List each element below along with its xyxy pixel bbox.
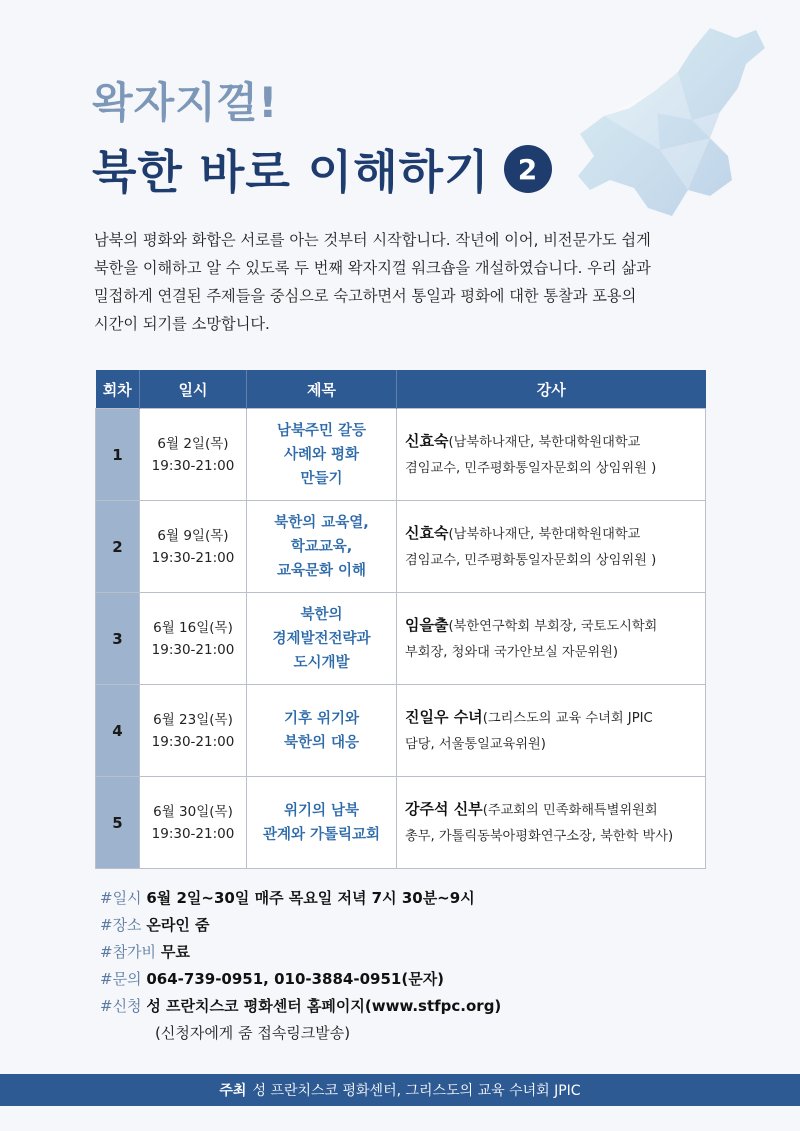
info-contact-value: 064-739-0951, 010-3884-0951(문자) (146, 970, 445, 988)
info-date-key: #일시 (100, 889, 142, 907)
info-date-value: 6월 2일~30일 매주 목요일 저녁 7시 30분~9시 (146, 889, 475, 907)
session-lecturer (397, 685, 706, 777)
info-date-row (100, 885, 501, 912)
korea-map-decoration (560, 20, 780, 230)
session-title-line: 도시개발 (293, 654, 350, 671)
table-row (96, 501, 706, 593)
session-title (247, 593, 397, 685)
header-session: 회차 (96, 370, 140, 409)
table-row (96, 777, 706, 869)
session-date: 6월 9일(목) (157, 527, 229, 544)
session-title-line: 관계와 가톨릭교회 (262, 826, 381, 843)
info-fee-row (100, 939, 501, 966)
session-number: 3 (96, 593, 140, 685)
intro-line: 밀접하게 연결된 주제들을 중심으로 숙고하면서 통일과 평화에 대한 통찰과 포용의 (94, 287, 637, 305)
intro-line: 북한을 이해하고 알 수 있도록 두 번째 왁자지껄 워크숍을 개설하였습니다. 우리 삶과 (94, 259, 651, 277)
lecturer-desc: (남북하나재단, 북한대학원대학교 (448, 434, 641, 450)
session-title-line: 북한의 (300, 606, 343, 623)
session-time: 19:30-21:00 (151, 641, 235, 658)
session-date: 6월 30일(목) (153, 803, 233, 820)
lecturer-desc: (주교회의 민족화해특별위원회 (482, 802, 658, 818)
session-lecturer (397, 593, 706, 685)
session-number: 2 (96, 501, 140, 593)
session-time: 19:30-21:00 (151, 457, 235, 474)
session-time: 19:30-21:00 (151, 549, 235, 566)
title-line1: 왁자지껄! (92, 78, 279, 127)
header-lecturer: 강사 (397, 370, 706, 409)
lecturer-desc: (남북하나재단, 북한대학원대학교 (448, 526, 641, 542)
session-datetime (140, 501, 247, 593)
session-datetime (140, 685, 247, 777)
lecturer-desc: 담당, 서울통일교육위원) (405, 736, 546, 752)
session-title-line: 교육문화 이해 (276, 562, 367, 579)
lecturer-desc: 총무, 가톨릭동북아평화연구소장, 북한학 박사) (405, 828, 674, 844)
lecturer-name: 임을출 (405, 615, 449, 634)
lecturer-name: 진일우 수녀 (405, 707, 483, 726)
lecturer-name: 신효숙 (405, 431, 449, 450)
footer-host-key: 주최 (219, 1083, 247, 1099)
table-row (96, 409, 706, 501)
session-title-line: 경제발전전략과 (272, 630, 371, 647)
session-title-line: 기후 위기와 (283, 710, 360, 727)
footer-hosts: 성 프란치스코 평화센터, 그리스도의 교육 수녀회 JPIC (252, 1083, 581, 1099)
session-title-line: 북한의 교육열, (274, 514, 369, 531)
info-contact-key: #문의 (100, 970, 142, 988)
session-title-line: 학교교육, (290, 538, 353, 555)
session-date: 6월 16일(목) (153, 619, 233, 636)
session-lecturer (397, 777, 706, 869)
title-line2-wrap (92, 136, 552, 202)
info-apply-row (100, 993, 501, 1020)
info-apply-key: #신청 (100, 997, 142, 1015)
session-title (247, 409, 397, 501)
info-apply-note: (신청자에게 줌 접속링크발송) (155, 1024, 351, 1042)
footer-bar (0, 1074, 800, 1106)
lecturer-desc: (그리스도의 교육 수녀회 JPIC (482, 710, 653, 726)
session-datetime (140, 409, 247, 501)
lecturer-desc: 부회장, 청와대 국가안보실 자문위원) (405, 644, 618, 660)
info-place-row (100, 912, 501, 939)
lecturer-desc: 겸임교수, 민주평화통일자문회의 상임위원 ) (405, 460, 657, 476)
session-datetime (140, 593, 247, 685)
session-number: 1 (96, 409, 140, 501)
info-place-value: 온라인 줌 (146, 916, 210, 934)
session-lecturer (397, 501, 706, 593)
intro-paragraph (94, 226, 709, 338)
header-datetime: 일시 (140, 370, 247, 409)
session-datetime (140, 777, 247, 869)
session-lecturer (397, 409, 706, 501)
session-number: 4 (96, 685, 140, 777)
schedule-table (95, 370, 706, 869)
lecturer-desc: 겸임교수, 민주평화통일자문회의 상임위원 ) (405, 552, 657, 568)
session-title (247, 685, 397, 777)
lecturer-desc: (북한연구학회 부회장, 국토도시학회 (448, 618, 658, 634)
session-title-line: 북한의 대응 (283, 734, 360, 751)
lecturer-name: 신효숙 (405, 523, 449, 542)
info-apply-value: 성 프란치스코 평화센터 홈페이지(www.stfpc.org) (146, 997, 502, 1015)
event-info (100, 885, 501, 1047)
session-title-line: 사례와 평화 (283, 446, 360, 463)
intro-line: 남북의 평화와 화합은 서로를 아는 것부터 시작합니다. 작년에 이어, 비전문가도 쉽게 (94, 231, 651, 249)
session-time: 19:30-21:00 (151, 733, 235, 750)
title-line2: 북한 바로 이해하기 (92, 145, 490, 199)
header-title: 제목 (247, 370, 397, 409)
table-row (96, 685, 706, 777)
session-title (247, 777, 397, 869)
session-date: 6월 23일(목) (153, 711, 233, 728)
table-row (96, 593, 706, 685)
info-place-key: #장소 (100, 916, 142, 934)
info-contact-row (100, 966, 501, 993)
session-title (247, 501, 397, 593)
series-number-badge: 2 (504, 145, 552, 193)
lecturer-name: 강주석 신부 (405, 799, 483, 818)
session-number: 5 (96, 777, 140, 869)
session-date: 6월 2일(목) (157, 435, 229, 452)
session-title-line: 만들기 (300, 470, 343, 487)
info-fee-value: 무료 (160, 943, 190, 961)
info-fee-key: #참가비 (100, 943, 157, 961)
table-header-row (96, 370, 706, 409)
session-time: 19:30-21:00 (151, 825, 235, 842)
session-title-line: 남북주민 갈등 (276, 422, 367, 439)
session-title-line: 위기의 남북 (283, 802, 360, 819)
intro-line: 시간이 되기를 소망합니다. (94, 315, 270, 333)
